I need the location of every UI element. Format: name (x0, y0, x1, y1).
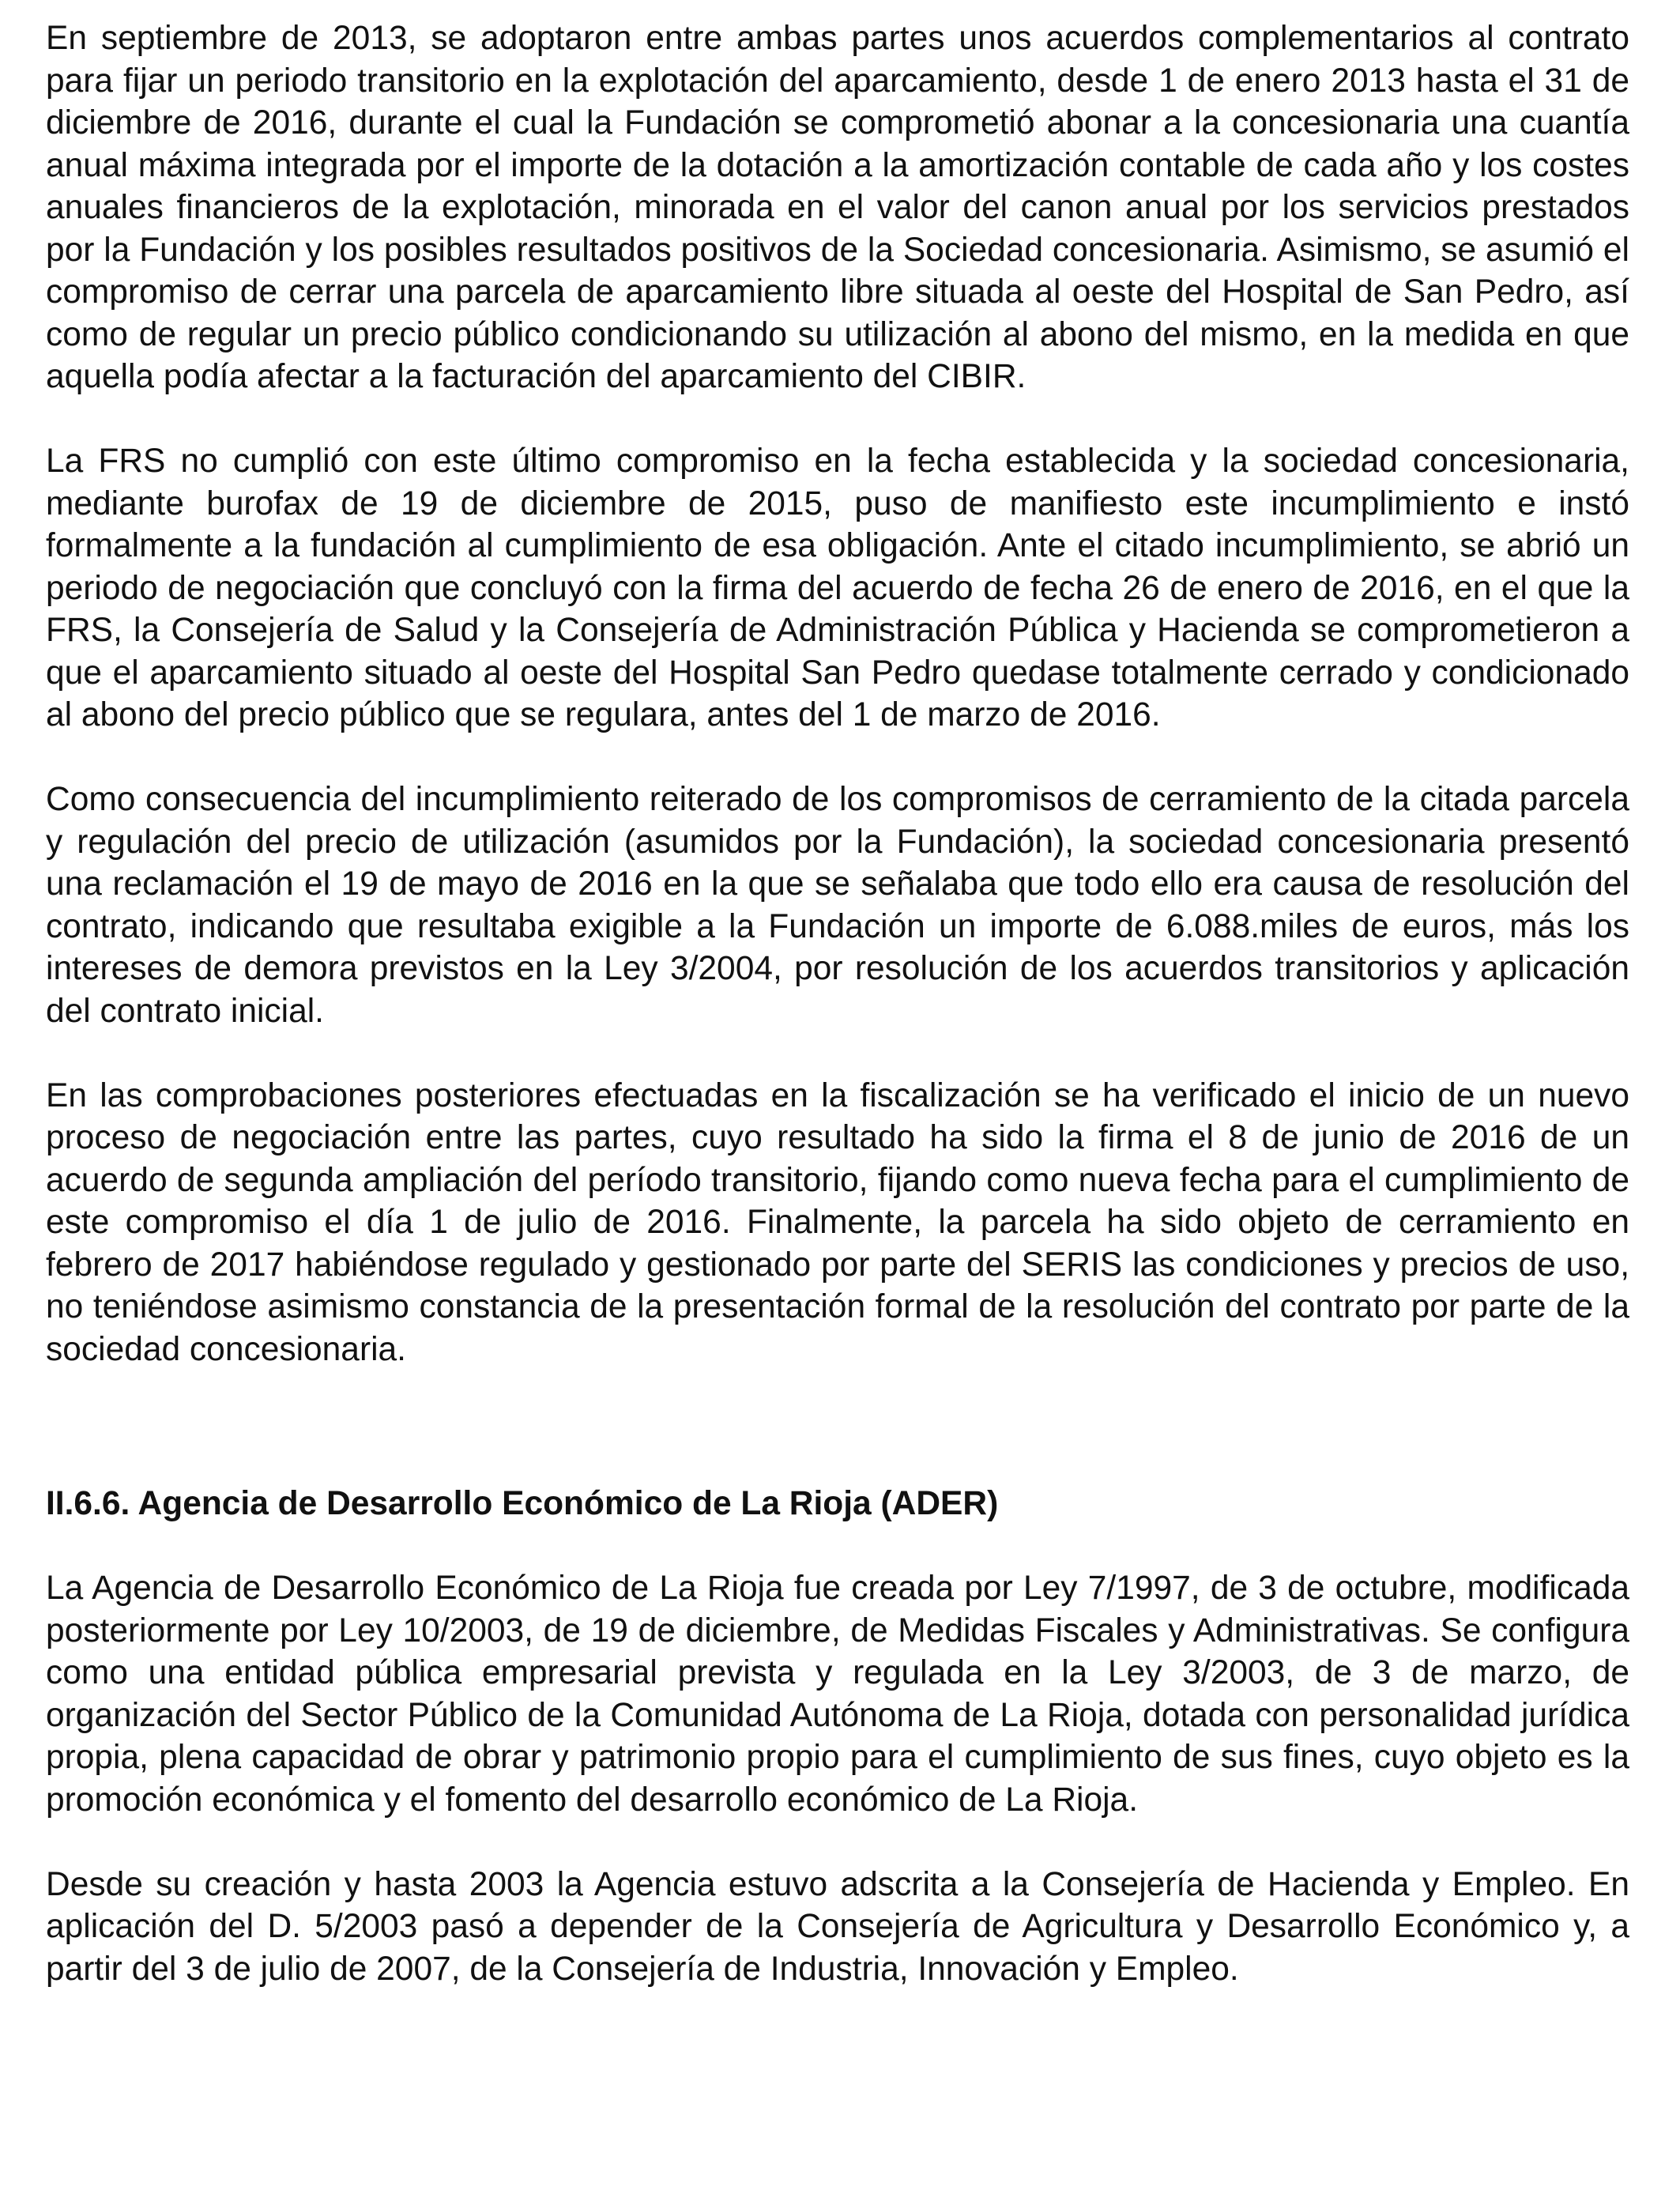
paragraph-ader-attachment: Desde su creación y hasta 2003 la Agencia estuvo adscrita a la Consejería de Hacienda y Empleo. En aplicación del D. 5/2003 pasó a depender de la Consejería de Agricultura y Desarrollo Económico y, a partir del 3 de julio de 2007, de la Consejería de Industria, Innovación y Empleo. (46, 1865, 1629, 1988)
paragraph-frs-noncompliance: La FRS no cumplió con este último compromiso en la fecha establecida y la sociedad concesionaria, mediante burofax de 19 de diciembre de 2015, puso de manifiesto este incumplimiento e instó formalmente a la fundación al cumplimiento de esa obligación. Ante el citado incumplimiento, se abrió un periodo de negociación que concluyó con la firma del acuerdo de fecha 26 de enero de 2016, en el que la FRS, la Consejería de Salud y la Consejería de Administración Pública y Hacienda se comprometieron a que el aparcamiento situado al oeste del Hospital San Pedro quedase totalmente cerrado y condicionado al abono del precio público que se regulara, antes del 1 de marzo de 2016. (46, 443, 1629, 733)
document-page (46, 17, 1629, 2033)
paragraph-later-verifications: En las comprobaciones posteriores efectuadas en la fiscalización se ha verificado el inicio de un nuevo proceso de negociación entre las partes, cuyo resultado ha sido la firma el 8 de junio de 2016 de un acuerdo de segunda ampliación del período transitorio, fijando como nueva fecha para el cumplimiento de este compromiso el día 1 de julio de 2016. Finalmente, la parcela ha sido objeto de cerramiento en febrero de 2017 habiéndose regulado y gestionado por parte del SERIS las condiciones y precios de uso, no teniéndose asimismo constancia de la presentación formal de la resolución del contrato por parte de la sociedad concesionaria. (46, 1076, 1629, 1368)
paragraph-transitional-agreements: En septiembre de 2013, se adoptaron entre ambas partes unos acuerdos complementarios al contrato para fijar un periodo transitorio en la explotación del aparcamiento, desde 1 de enero 2013 hasta el 31 de diciembre de 2016, durante el cual la Fundación se comprometió abonar a la concesionaria una cuantía anual máxima integrada por el importe de la dotación a la amortización contable de cada año y los costes anuales financieros de la explotación, minorada en el valor del canon anual por los servicios prestados por la Fundación y los posibles resultados positivos de la Sociedad concesionaria. Asimismo, se asumió el compromiso de cerrar una parcela de aparcamiento libre situada al oeste del Hospital de San Pedro, así como de regular un precio público condicionando su utilización al abono del mismo, en la medida en que aquella podía afectar a la facturación del aparcamiento del CIBIR. (46, 20, 1629, 395)
paragraph-ader-creation: La Agencia de Desarrollo Económico de La Rioja fue creada por Ley 7/1997, de 3 de octubre, modificada posteriormente por Ley 10/2003, de 19 de diciembre, de Medidas Fiscales y Administrativas. Se configura como una entidad pública empresarial prevista y regulada en la Ley 3/2003, de 3 de marzo, de organización del Sector Público de la Comunidad Autónoma de La Rioja, dotada con personalidad jurídica propia, plena capacidad de obrar y patrimonio propio para el cumplimiento de sus fines, cuyo objeto es la promoción económica y el fomento del desarrollo económico de La Rioja. (46, 1570, 1629, 1819)
paragraph-concessionaire-claim: Como consecuencia del incumplimiento reiterado de los compromisos de cerramiento de la citada parcela y regulación del precio de utilización (asumidos por la Fundación), la sociedad concesionaria presentó una reclamación el 19 de mayo de 2016 en la que se señalaba que todo ello era causa de resolución del contrato, indicando que resultaba exigible a la Fundación un importe de 6.088.miles de euros, más los intereses de demora previstos en la Ley 3/2004, por resolución de los acuerdos transitorios y aplicación del contrato inicial. (46, 781, 1629, 1030)
section-heading-ader: II.6.6. Agencia de Desarrollo Económico de La Rioja (ADER) (46, 1485, 999, 1522)
